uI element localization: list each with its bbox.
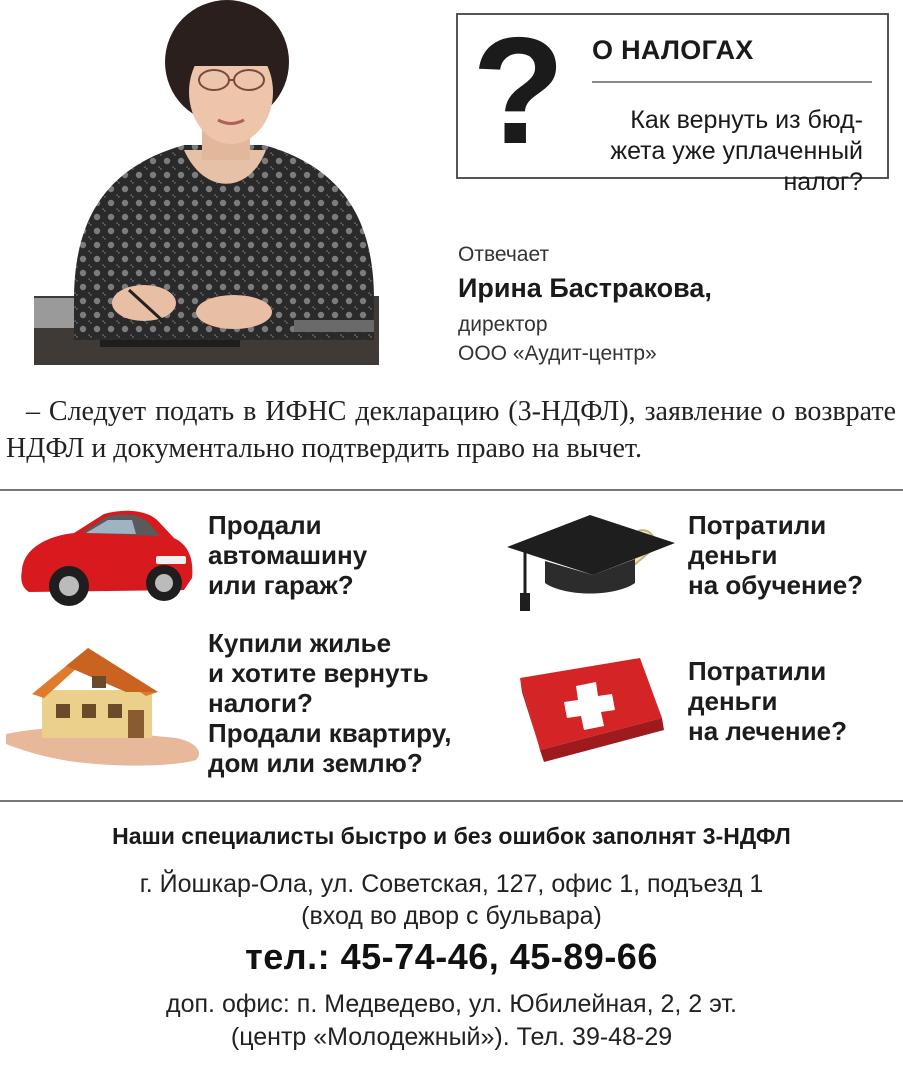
item-line: Потратили [688,656,827,686]
item-line: дом или землю? [208,748,423,778]
answer-text: – Следует подать в ИФНС декларацию (3-НДФЛ), заявление о возврате НДФЛ и документально подтвердить право на вычет. [6,396,896,464]
item-line: на лечение? [688,716,847,746]
item-line: Купили жилье [208,628,392,658]
footer-title: Наши специалисты быстро и без ошибок заполнят 3-НДФЛ [112,823,791,849]
question-box-divider [592,81,872,83]
phone-numbers: тел.: 45-74-46, 45-89-66 [245,936,658,977]
divider-bottom [0,800,903,802]
address-line-2: (вход во двор с бульвара) [301,902,602,930]
item-housing [208,628,451,778]
item-line: автомашину [208,540,368,570]
extra-office-line-2: (центр «Молодежный»). Тел. 39-48-29 [230,1023,673,1051]
expert-position: директор [458,313,548,336]
expert-photo [34,0,384,365]
item-line: деньги [688,686,778,716]
first-aid-kit-icon [510,648,670,768]
question-text [563,105,863,198]
address-line-1: г. Йошкар-Ола, ул. Советская, 127, офис 1, подъезд 1 [139,870,764,898]
expert-name: Ирина Бастракова, [458,273,712,303]
question-box-title: О НАЛОГАХ [592,35,754,65]
expert-organization: ООО «Аудит-центр» [458,342,657,365]
question-box [456,6,889,196]
question-text-line-1: Как вернуть из бюд- [630,106,863,134]
item-line: или гараж? [208,570,354,600]
item-line: и хотите вернуть [208,658,429,688]
question-text-line-2: жета уже уплаченный налог? [610,137,863,196]
item-line: на обучение? [688,570,864,600]
divider-top [0,489,903,491]
item-treatment [688,656,847,746]
expert-label: Отвечает [458,243,550,266]
graduation-cap-icon [505,505,680,615]
item-line: Продали квартиру, [208,718,452,748]
item-line: деньги [688,540,778,570]
question-mark-icon: ? [472,6,565,176]
extra-office-line-1: доп. офис: п. Медведево, ул. Юбилейная, 2, 2 эт. [166,990,737,1018]
item-line: налоги? [208,688,313,718]
car-icon [14,500,194,615]
item-education [688,510,863,600]
item-line: Продали [208,510,322,540]
item-line: Потратили [688,510,827,540]
house-in-hand-icon [6,630,206,775]
item-sold-car [208,510,367,600]
